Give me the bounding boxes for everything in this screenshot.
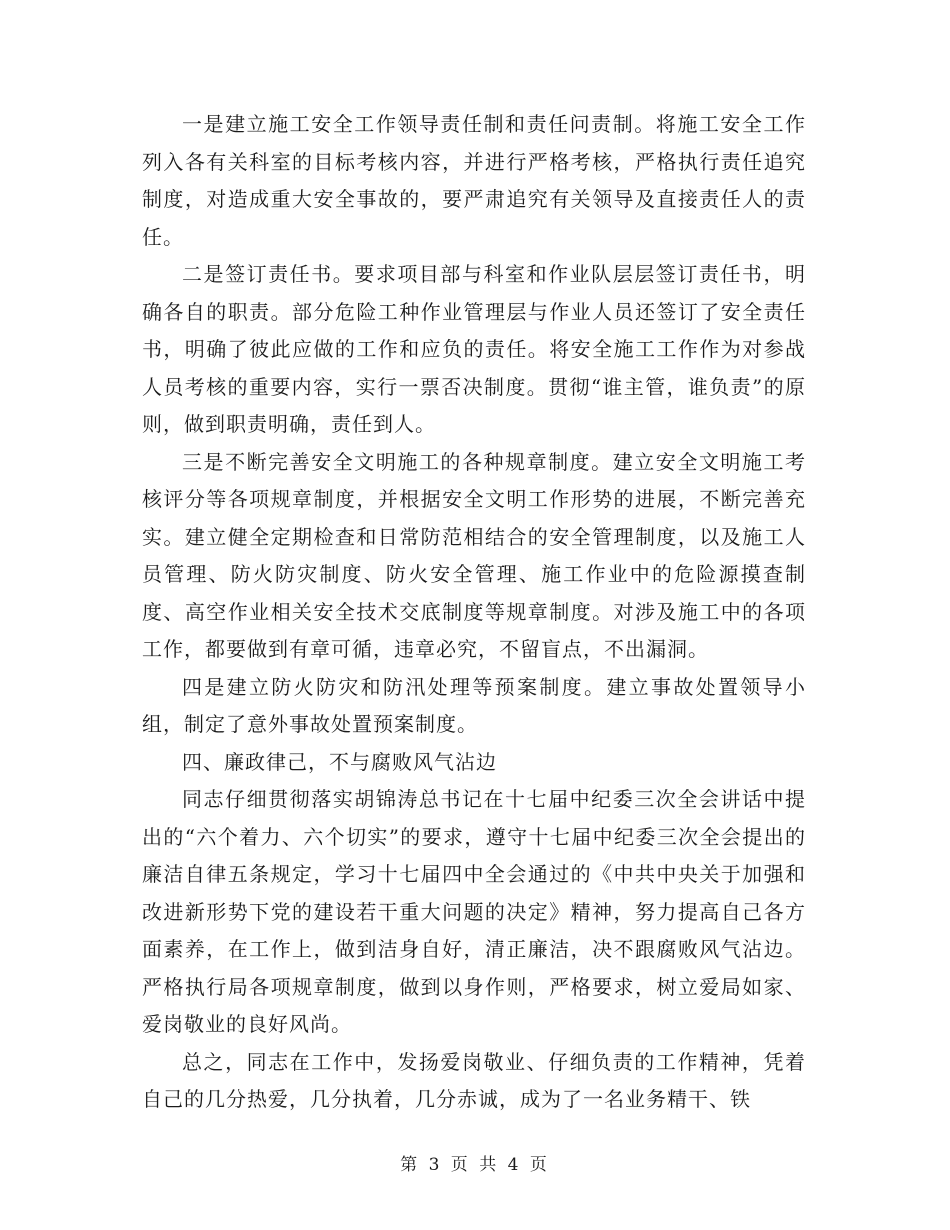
page-footer: 第 3 页 共 4 页 [400, 1155, 550, 1175]
paragraph-2: 二是签订责任书。要求项目部与科室和作业队层层签订责任书，明确各自的职责。部分危险工种作业管理层与作业人员还签订了安全责任书，明确了彼此应做的工作和应负的责任。将安全施工工作作为对参战人员考核的重要内容，实行一票否决制度。贯彻“谁主管，谁负责”的原则，做到职责明确，责任到人。 [142, 262, 806, 436]
paragraph-1: 一是建立施工安全工作领导责任制和责任问责制。将施工安全工作列入各有关科室的目标考核内容，并进行严格考核，严格执行责任追究制度，对造成重大安全事故的，要严肃追究有关领导及直接责任人的责任。 [142, 112, 806, 249]
document-body [142, 106, 806, 1119]
paragraph-4: 四是建立防火防灾和防汛处理等预案制度。建立事故处置领导小组，制定了意外事故处置预案制度。 [142, 674, 806, 736]
section-heading: 四、廉政律己，不与腐败风气沾边 [182, 749, 497, 774]
paragraph-3: 三是不断完善安全文明施工的各种规章制度。建立安全文明施工考核评分等各项规章制度，并根据安全文明工作形势的进展，不断完善充实。建立健全定期检查和日常防范相结合的安全管理制度，以及施工人员管理、防火防灾制度、防火安全管理、施工作业中的危险源摸查制度、高空作业相关安全技术交底制度等规章制度。对涉及施工中的各项工作，都要做到有章可循，违章必究，不留盲点，不出漏洞。 [142, 449, 806, 661]
paragraph-6: 总之，同志在工作中，发扬爱岗敬业、仔细负责的工作精神，凭着自己的几分热爱，几分执着，几分赤诚，成为了一名业务精干、铁 [142, 1049, 806, 1111]
paragraph-5: 同志仔细贯彻落实胡锦涛总书记在十七届中纪委三次全会讲话中提出的“六个着力、六个切实”的要求，遵守十七届中纪委三次全会提出的廉洁自律五条规定，学习十七届四中全会通过的《中共中央关于加强和改进新形势下党的建设若干重大问题的决定》精神，努力提高自己各方面素养，在工作上，做到洁身自好，清正廉洁，决不跟腐败风气沾边。严格执行局各项规章制度，做到以身作则，严格要求，树立爱局如家、爱岗敬业的良好风尚。 [142, 787, 806, 1036]
